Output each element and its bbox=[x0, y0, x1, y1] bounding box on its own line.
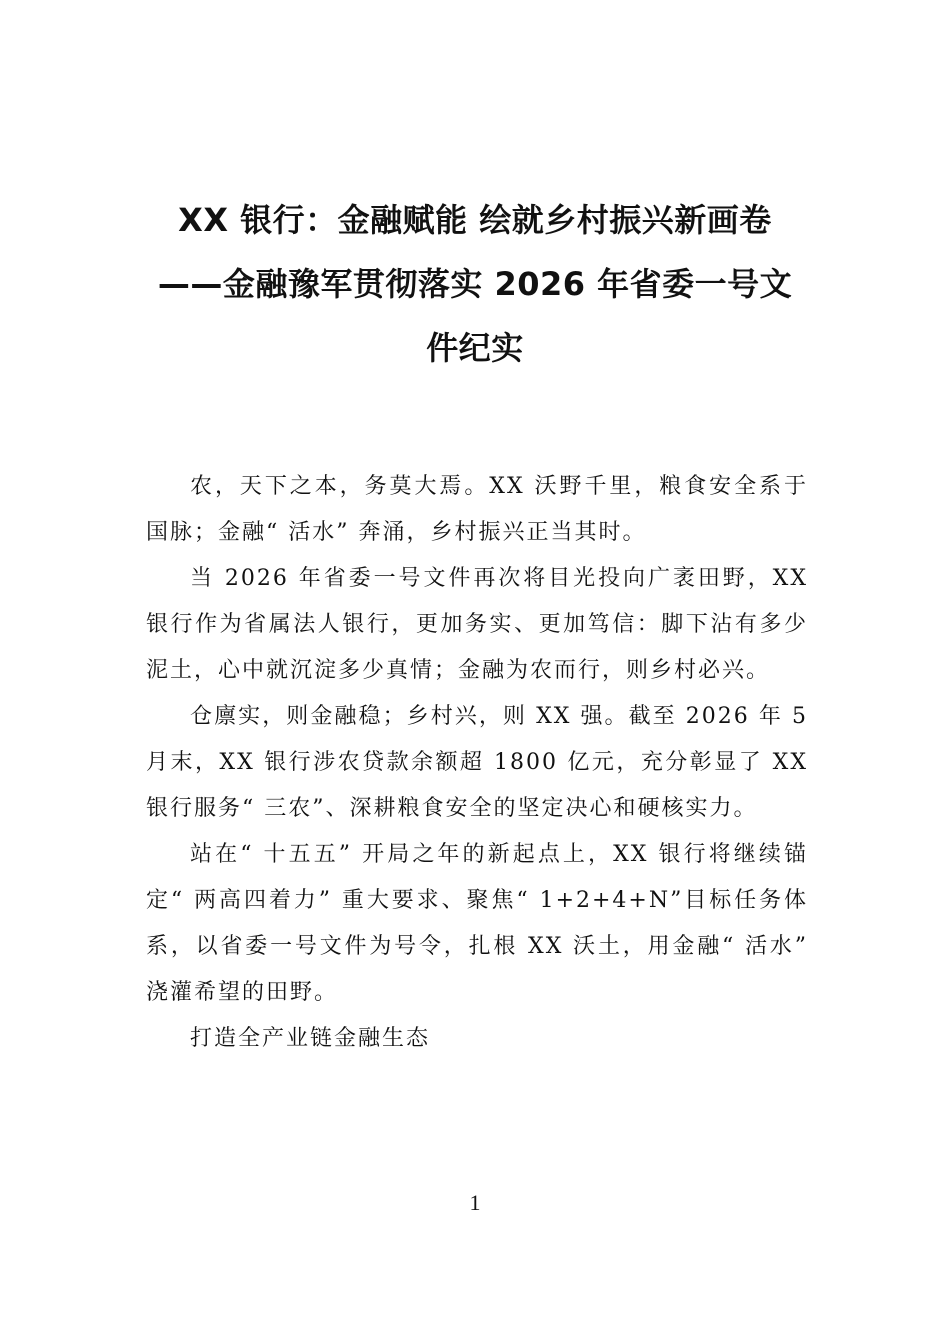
paragraph-loans: 仓廪实，则金融稳；乡村兴，则 XX 强。截至 2026 年 5 月末，XX 银行涉农贷款余额超 1800 亿元，充分彰显了 XX 银行服务“ 三农”、深耕粮食安全的坚定决心和硬核实力。 bbox=[146, 704, 808, 821]
paragraph-policy: 当 2026 年省委一号文件再次将目光投向广袤田野，XX 银行作为省属法人银行，更加务实、更加笃信：脚下沾有多少泥土，心中就沉淀多少真情；金融为农而行，则乡村必兴。 bbox=[146, 566, 808, 683]
section-heading: 打造全产业链金融生态 bbox=[190, 1026, 431, 1051]
title-line-3: 件纪实 bbox=[426, 329, 524, 367]
paragraph-outlook: 站在“ 十五五” 开局之年的新起点上，XX 银行将继续锚定“ 两高四着力” 重大要求、聚焦“ 1+2+4+N”目标任务体系，以省委一号文件为号令，扎根 XX 沃土，用金融“ 活水” 浇灌希望的田野。 bbox=[146, 842, 808, 1005]
paragraph-intro: 农，天下之本，务莫大焉。XX 沃野千里，粮食安全系于国脉；金融“ 活水” 奔涌，乡村振兴正当其时。 bbox=[146, 474, 808, 545]
document-body bbox=[146, 464, 808, 1062]
document-title bbox=[140, 188, 810, 380]
page-number: 1 bbox=[469, 1190, 481, 1215]
title-line-1: XX 银行：金融赋能 绘就乡村振兴新画卷 bbox=[178, 201, 772, 239]
title-line-2: ——金融豫军贯彻落实 2026 年省委一号文 bbox=[157, 265, 793, 303]
